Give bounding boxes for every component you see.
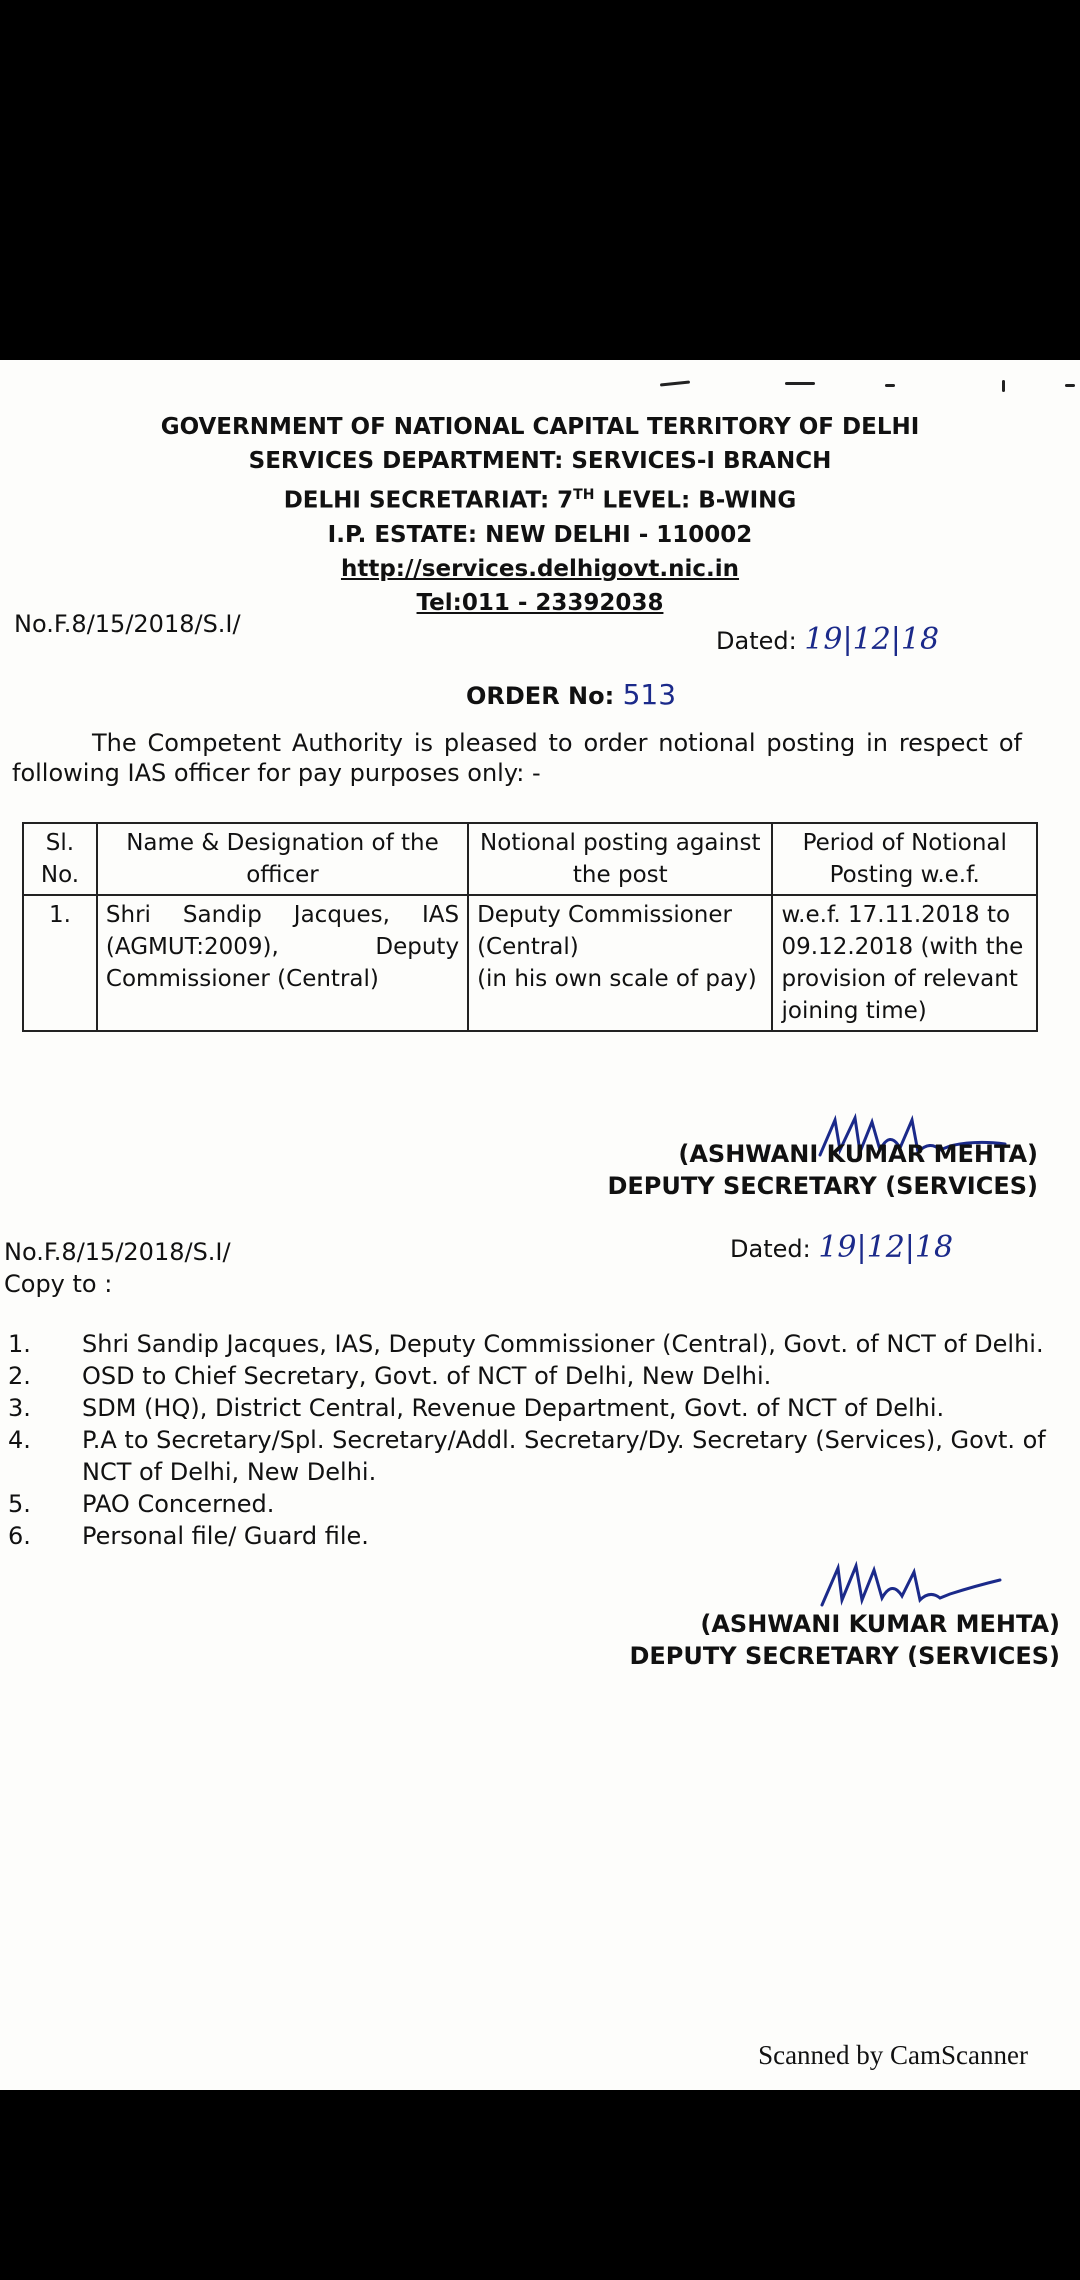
list-item: 6. Personal file/ Guard file. (8, 1522, 369, 1550)
order-number: ORDER No: 513 (466, 678, 677, 711)
col-header-posting: Notional posting against the post (468, 823, 772, 895)
cell-sl: 1. (23, 895, 97, 1031)
document-page (0, 360, 1080, 2090)
signatory-designation: DEPUTY SECRETARY (SERVICES) (607, 1172, 1038, 1200)
list-item: 1. Shri Sandip Jacques, IAS, Deputy Commissioner (Central), Govt. of NCT of Delhi. (8, 1330, 1044, 1358)
copy-file-number: No.F.8/15/2018/S.I/ (4, 1238, 231, 1266)
table-header-row (23, 823, 1037, 895)
posting-table (22, 822, 1038, 1032)
dated: Dated: 19|12|18 (716, 622, 940, 657)
col-header-name: Name & Designation of the officer (97, 823, 468, 895)
letterhead-estate: I.P. ESTATE: NEW DELHI - 110002 (327, 521, 753, 548)
scanner-watermark: Scanned by CamScanner (758, 2040, 1028, 2070)
telephone: Tel:011 - 23392038 (416, 589, 664, 616)
col-header-sl: Sl. No. (23, 823, 97, 895)
table-row (23, 895, 1037, 1031)
website-link[interactable]: http://services.delhigovt.nic.in (340, 555, 740, 582)
letterhead-address-line: DELHI SECRETARIAT: 7TH LEVEL: B-WING (283, 487, 797, 514)
copy-dated: Dated: 19|12|18 (730, 1230, 954, 1265)
letterhead-department: SERVICES DEPARTMENT: SERVICES-I BRANCH (248, 448, 832, 474)
signatory-designation: DEPUTY SECRETARY (SERVICES) (629, 1642, 1060, 1670)
copy-list (8, 1328, 1068, 1552)
handwritten-order-number: 513 (622, 678, 677, 711)
signatory-name: (ASHWANI KUMAR MEHTA) (678, 1140, 1038, 1168)
letterhead-government: GOVERNMENT OF NATIONAL CAPITAL TERRITORY OF DELHI (160, 414, 920, 440)
list-item: 5. PAO Concerned. (8, 1490, 275, 1518)
order-body: The Competent Authority is pleased to order notional posting in respect of following IAS officer for pay purposes only: - (12, 729, 1022, 787)
signatory-block-1 (607, 1138, 1038, 1202)
handwritten-copy-date: 19|12|18 (818, 1230, 954, 1265)
list-item: 3. SDM (HQ), District Central, Revenue Department, Govt. of NCT of Delhi. (8, 1394, 945, 1422)
letterhead (0, 410, 1080, 620)
col-header-period: Period of Notional Posting w.e.f. (772, 823, 1037, 895)
scan-artifacts (650, 378, 1080, 396)
copy-to-label: Copy to : (4, 1270, 113, 1298)
signatory-block-2 (629, 1608, 1060, 1672)
cell-period: w.e.f. 17.11.2018 to 09.12.2018 (with the provision of relevant joining time) (772, 895, 1037, 1031)
file-number: No.F.8/15/2018/S.I/ (14, 610, 241, 638)
list-item: 2. OSD to Chief Secretary, Govt. of NCT of Delhi, New Delhi. (8, 1362, 772, 1390)
signatory-name: (ASHWANI KUMAR MEHTA) (700, 1610, 1060, 1638)
list-item: 4. P.A to Secretary/Spl. Secretary/Addl. Secretary/Dy. Secretary (Services), Govt. of NCT of Delhi, New Delhi. (8, 1426, 1046, 1486)
handwritten-date: 19|12|18 (804, 622, 940, 657)
cell-posting: Deputy Commissioner (Central) (in his own scale of pay) (468, 895, 772, 1031)
cell-name: Shri Sandip Jacques, IAS (AGMUT:2009), Deputy Commissioner (Central) (97, 895, 468, 1031)
